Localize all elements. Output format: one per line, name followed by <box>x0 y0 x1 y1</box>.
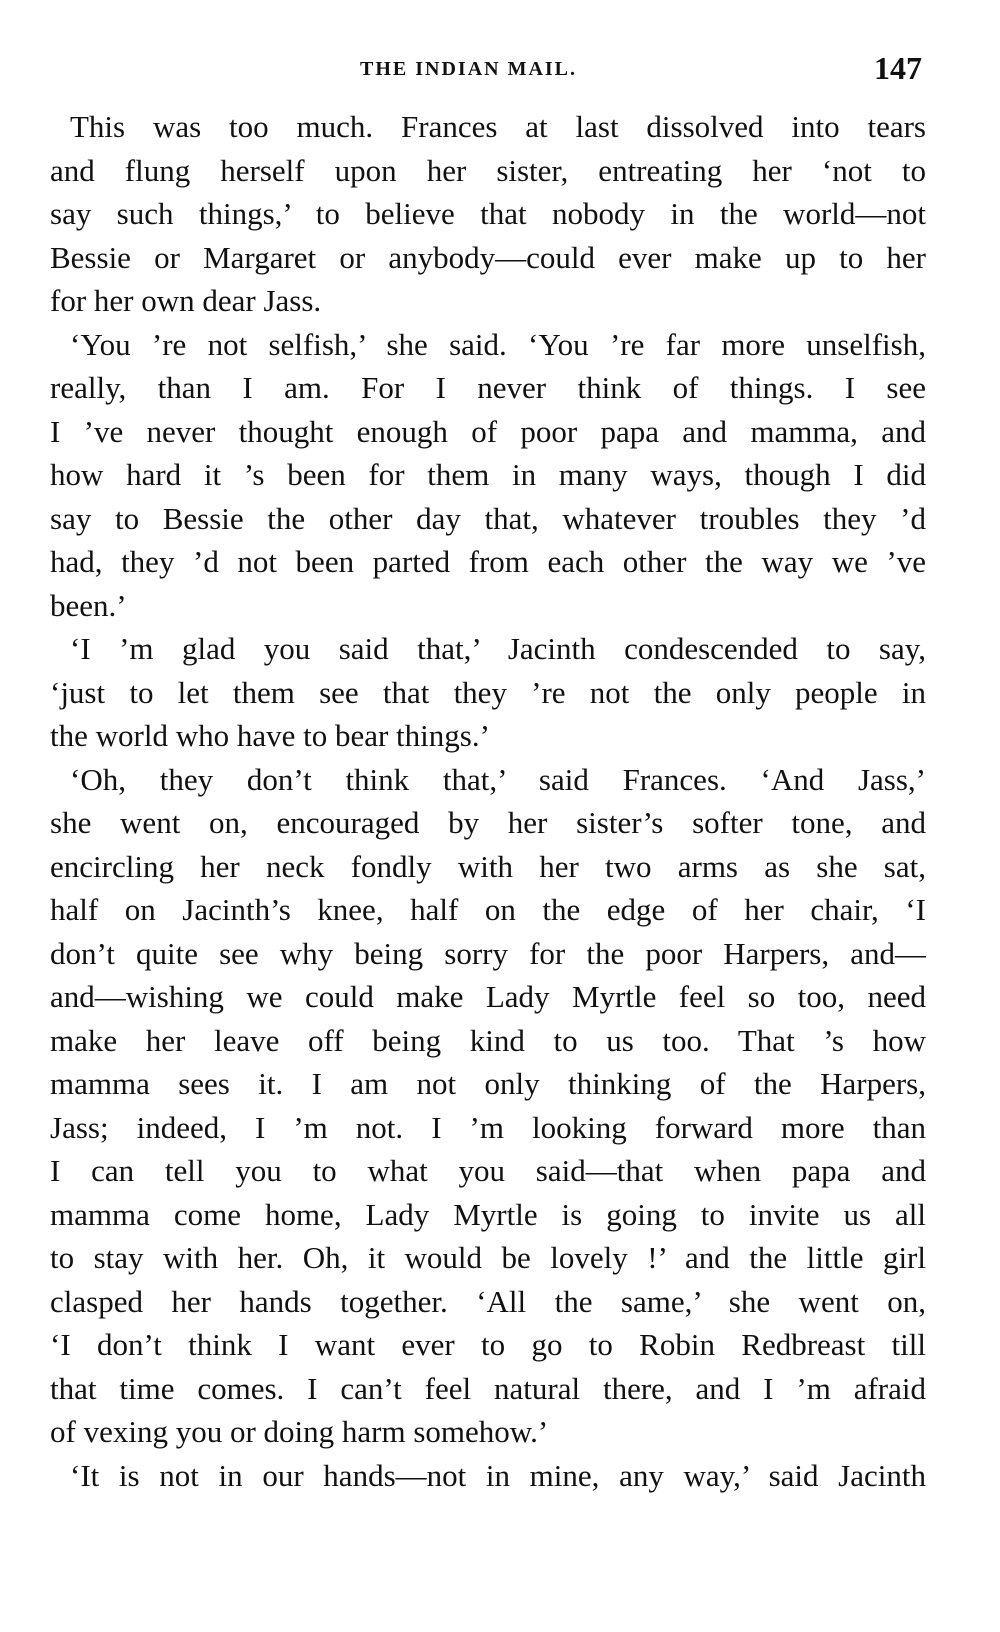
text-line: had, they ’d not been parted from each other the way we ’ve <box>50 544 926 579</box>
body-text <box>50 105 926 1497</box>
text-line: clasped her hands together. ‘All the same,’ she went on, <box>50 1283 926 1319</box>
paragraph-3 <box>50 627 926 758</box>
paragraph-1 <box>50 105 926 323</box>
text-line: say to Bessie the other day that, whatever troubles they ’d <box>50 500 926 536</box>
text-line: been.’ <box>50 587 127 623</box>
text-line: I ’ve never thought enough of poor papa and mamma, and <box>50 413 926 449</box>
text-line: and—wishing we could make Lady Myrtle feel so too, need <box>50 979 926 1014</box>
text-line: I can tell you to what you said—that when papa and <box>50 1153 926 1188</box>
text-line: the world who have to bear things.’ <box>50 718 490 753</box>
text-line: and flung herself upon her sister, entreating her ‘not to <box>50 152 926 188</box>
text-line: don’t quite see why being sorry for the poor Harpers, and— <box>50 935 926 971</box>
text-line: that time comes. I can’t feel natural there, and I ’m afraid <box>50 1370 926 1406</box>
text-line: ‘It is not in our hands—not in mine, any way,’ said Jacinth <box>70 1457 926 1493</box>
text-line: ‘I don’t think I want ever to go to Robin Redbreast till <box>50 1327 926 1362</box>
running-head <box>0 50 1000 90</box>
text-line: mamma sees it. I am not only thinking of the Harpers, <box>50 1066 926 1101</box>
paragraph-2 <box>50 323 926 628</box>
text-line: of vexing you or doing harm somehow.’ <box>50 1414 549 1449</box>
text-line: really, than I am. For I never think of things. I see <box>50 370 926 405</box>
page-number: 147 <box>874 50 922 86</box>
text-line: for her own dear Jass. <box>50 283 322 318</box>
text-line: Jass; indeed, I ’m not. I ’m looking forward more than <box>50 1109 926 1145</box>
text-line: half on Jacinth’s knee, half on the edge of her chair, ‘I <box>50 892 926 927</box>
text-line: mamma come home, Lady Myrtle is going to invite us all <box>50 1196 926 1232</box>
text-line: ‘You ’re not selfish,’ she said. ‘You ’re far more unselfish, <box>70 326 926 362</box>
text-line: say such things,’ to believe that nobody in the world—not <box>50 196 926 231</box>
text-line: ‘Oh, they don’t think that,’ said Frances. ‘And Jass,’ <box>70 761 926 797</box>
paragraph-4 <box>50 758 926 1454</box>
paragraph-5 <box>50 1454 926 1498</box>
text-line: encircling her neck fondly with her two arms as she sat, <box>50 848 926 884</box>
running-title: THE INDIAN MAIL. <box>360 58 578 80</box>
text-line: to stay with her. Oh, it would be lovely !’ and the little girl <box>50 1240 926 1275</box>
text-line: make her leave off being kind to us too. That ’s how <box>50 1022 926 1058</box>
text-line: Bessie or Margaret or anybody—could ever make up to her <box>50 239 926 275</box>
text-line: ‘I ’m glad you said that,’ Jacinth condescended to say, <box>70 631 926 666</box>
text-line: she went on, encouraged by her sister’s softer tone, and <box>50 805 926 840</box>
text-line: ‘just to let them see that they ’re not the only people in <box>50 674 926 710</box>
text-line: how hard it ’s been for them in many ways, though I did <box>50 457 926 492</box>
text-line: This was too much. Frances at last dissolved into tears <box>70 109 926 144</box>
